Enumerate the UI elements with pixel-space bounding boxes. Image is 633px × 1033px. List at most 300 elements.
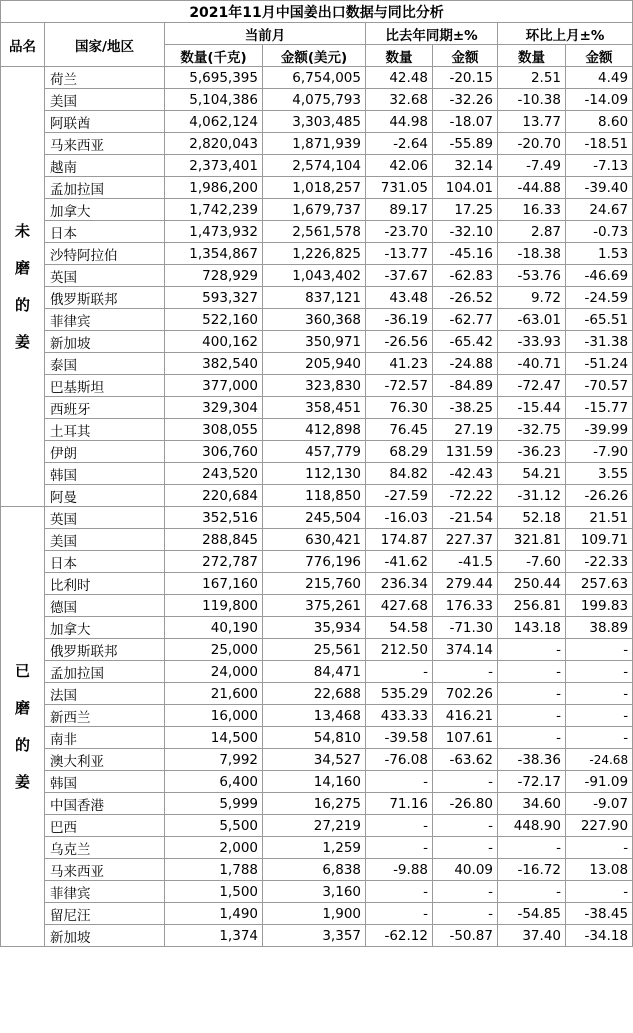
country-cell: 日本 bbox=[45, 551, 165, 573]
table-row bbox=[1, 199, 633, 221]
current-amount-cell: 35,934 bbox=[263, 617, 366, 639]
mom-qty-cell: 52.18 bbox=[498, 507, 566, 529]
yoy-amount-cell: - bbox=[433, 881, 498, 903]
yoy-qty-cell: 32.68 bbox=[366, 89, 433, 111]
mom-qty-cell: 2.51 bbox=[498, 67, 566, 89]
current-amount-cell: 1,043,402 bbox=[263, 265, 366, 287]
current-qty-cell: 2,000 bbox=[165, 837, 263, 859]
country-cell: 比利时 bbox=[45, 573, 165, 595]
country-cell: 韩国 bbox=[45, 463, 165, 485]
current-qty-cell: 5,999 bbox=[165, 793, 263, 815]
current-qty-cell: 14,500 bbox=[165, 727, 263, 749]
country-cell: 新西兰 bbox=[45, 705, 165, 727]
mom-amount-cell: 24.67 bbox=[566, 199, 633, 221]
country-cell: 加拿大 bbox=[45, 617, 165, 639]
mom-amount-cell: 21.51 bbox=[566, 507, 633, 529]
country-cell: 美国 bbox=[45, 89, 165, 111]
yoy-amount-cell: -72.22 bbox=[433, 485, 498, 507]
current-amount-cell: 3,357 bbox=[263, 925, 366, 947]
table-row bbox=[1, 331, 633, 353]
mom-amount-cell: 4.49 bbox=[566, 67, 633, 89]
table-row bbox=[1, 177, 633, 199]
yoy-amount-cell: -84.89 bbox=[433, 375, 498, 397]
yoy-qty-cell: -37.67 bbox=[366, 265, 433, 287]
current-qty-cell: 288,845 bbox=[165, 529, 263, 551]
table-row bbox=[1, 309, 633, 331]
country-cell: 荷兰 bbox=[45, 67, 165, 89]
header-current-amount: 金额(美元) bbox=[263, 45, 366, 67]
yoy-amount-cell: - bbox=[433, 661, 498, 683]
yoy-qty-cell: - bbox=[366, 903, 433, 925]
current-amount-cell: 776,196 bbox=[263, 551, 366, 573]
mom-amount-cell: 1.53 bbox=[566, 243, 633, 265]
yoy-amount-cell: 27.19 bbox=[433, 419, 498, 441]
yoy-qty-cell: - bbox=[366, 837, 433, 859]
country-cell: 加拿大 bbox=[45, 199, 165, 221]
country-cell: 孟加拉国 bbox=[45, 177, 165, 199]
category-char: 的 bbox=[14, 735, 30, 754]
current-qty-cell: 1,354,867 bbox=[165, 243, 263, 265]
mom-qty-cell: -54.85 bbox=[498, 903, 566, 925]
table-row bbox=[1, 727, 633, 749]
yoy-amount-cell: -62.77 bbox=[433, 309, 498, 331]
mom-qty-cell: -31.12 bbox=[498, 485, 566, 507]
yoy-amount-cell: -21.54 bbox=[433, 507, 498, 529]
yoy-qty-cell: 43.48 bbox=[366, 287, 433, 309]
table-row bbox=[1, 463, 633, 485]
mom-amount-cell: 38.89 bbox=[566, 617, 633, 639]
current-qty-cell: 25,000 bbox=[165, 639, 263, 661]
yoy-amount-cell: 107.61 bbox=[433, 727, 498, 749]
mom-qty-cell: -20.70 bbox=[498, 133, 566, 155]
country-cell: 俄罗斯联邦 bbox=[45, 287, 165, 309]
current-amount-cell: 1,018,257 bbox=[263, 177, 366, 199]
current-amount-cell: 1,679,737 bbox=[263, 199, 366, 221]
yoy-qty-cell: - bbox=[366, 881, 433, 903]
mom-qty-cell: -72.47 bbox=[498, 375, 566, 397]
country-cell: 土耳其 bbox=[45, 419, 165, 441]
table-row bbox=[1, 815, 633, 837]
header-current-qty: 数量(千克) bbox=[165, 45, 263, 67]
mom-qty-cell: -44.88 bbox=[498, 177, 566, 199]
yoy-qty-cell: - bbox=[366, 815, 433, 837]
current-amount-cell: 2,574,104 bbox=[263, 155, 366, 177]
yoy-qty-cell: 433.33 bbox=[366, 705, 433, 727]
country-cell: 德国 bbox=[45, 595, 165, 617]
country-cell: 日本 bbox=[45, 221, 165, 243]
current-qty-cell: 2,820,043 bbox=[165, 133, 263, 155]
yoy-amount-cell: -50.87 bbox=[433, 925, 498, 947]
mom-qty-cell: -7.49 bbox=[498, 155, 566, 177]
mom-qty-cell: -53.76 bbox=[498, 265, 566, 287]
country-cell: 菲律宾 bbox=[45, 881, 165, 903]
mom-qty-cell: -36.23 bbox=[498, 441, 566, 463]
mom-qty-cell: - bbox=[498, 727, 566, 749]
mom-qty-cell: 9.72 bbox=[498, 287, 566, 309]
table-row bbox=[1, 265, 633, 287]
table-row bbox=[1, 133, 633, 155]
yoy-qty-cell: -2.64 bbox=[366, 133, 433, 155]
yoy-amount-cell: 374.14 bbox=[433, 639, 498, 661]
current-qty-cell: 4,062,124 bbox=[165, 111, 263, 133]
country-cell: 马来西亚 bbox=[45, 133, 165, 155]
mom-amount-cell: - bbox=[566, 661, 633, 683]
mom-amount-cell: -7.90 bbox=[566, 441, 633, 463]
yoy-qty-cell: 212.50 bbox=[366, 639, 433, 661]
category-char: 未 bbox=[14, 221, 30, 240]
yoy-amount-cell: 416.21 bbox=[433, 705, 498, 727]
yoy-qty-cell: -9.88 bbox=[366, 859, 433, 881]
table-row bbox=[1, 793, 633, 815]
yoy-qty-cell: 54.58 bbox=[366, 617, 433, 639]
country-cell: 美国 bbox=[45, 529, 165, 551]
yoy-amount-cell: -45.16 bbox=[433, 243, 498, 265]
country-cell: 巴西 bbox=[45, 815, 165, 837]
mom-amount-cell: -24.68 bbox=[566, 749, 633, 771]
current-qty-cell: 522,160 bbox=[165, 309, 263, 331]
table-row bbox=[1, 617, 633, 639]
current-amount-cell: 34,527 bbox=[263, 749, 366, 771]
table-row bbox=[1, 639, 633, 661]
yoy-amount-cell: -32.26 bbox=[433, 89, 498, 111]
current-amount-cell: 2,561,578 bbox=[263, 221, 366, 243]
table-title: 2021年11月中国姜出口数据与同比分析 bbox=[1, 1, 633, 23]
current-amount-cell: 245,504 bbox=[263, 507, 366, 529]
category-cell bbox=[1, 67, 45, 507]
yoy-amount-cell: -41.5 bbox=[433, 551, 498, 573]
table-row bbox=[1, 111, 633, 133]
country-cell: 英国 bbox=[45, 507, 165, 529]
mom-amount-cell: - bbox=[566, 683, 633, 705]
mom-amount-cell: -65.51 bbox=[566, 309, 633, 331]
mom-qty-cell: 54.21 bbox=[498, 463, 566, 485]
current-amount-cell: 3,160 bbox=[263, 881, 366, 903]
mom-amount-cell: -18.51 bbox=[566, 133, 633, 155]
mom-amount-cell: -31.38 bbox=[566, 331, 633, 353]
current-amount-cell: 27,219 bbox=[263, 815, 366, 837]
country-cell: 澳大利亚 bbox=[45, 749, 165, 771]
current-qty-cell: 220,684 bbox=[165, 485, 263, 507]
current-amount-cell: 630,421 bbox=[263, 529, 366, 551]
mom-qty-cell: 256.81 bbox=[498, 595, 566, 617]
current-amount-cell: 22,688 bbox=[263, 683, 366, 705]
mom-amount-cell: 227.90 bbox=[566, 815, 633, 837]
table-row bbox=[1, 881, 633, 903]
mom-qty-cell: 16.33 bbox=[498, 199, 566, 221]
yoy-qty-cell: 76.30 bbox=[366, 397, 433, 419]
mom-amount-cell: -70.57 bbox=[566, 375, 633, 397]
mom-qty-cell: -15.44 bbox=[498, 397, 566, 419]
yoy-amount-cell: 32.14 bbox=[433, 155, 498, 177]
mom-qty-cell: 448.90 bbox=[498, 815, 566, 837]
current-amount-cell: 375,261 bbox=[263, 595, 366, 617]
country-cell: 俄罗斯联邦 bbox=[45, 639, 165, 661]
current-qty-cell: 1,986,200 bbox=[165, 177, 263, 199]
current-qty-cell: 243,520 bbox=[165, 463, 263, 485]
mom-amount-cell: -15.77 bbox=[566, 397, 633, 419]
yoy-qty-cell: -13.77 bbox=[366, 243, 433, 265]
yoy-qty-cell: 76.45 bbox=[366, 419, 433, 441]
mom-amount-cell: 13.08 bbox=[566, 859, 633, 881]
mom-amount-cell: 3.55 bbox=[566, 463, 633, 485]
yoy-amount-cell: -32.10 bbox=[433, 221, 498, 243]
table-row bbox=[1, 89, 633, 111]
current-qty-cell: 5,500 bbox=[165, 815, 263, 837]
country-cell: 越南 bbox=[45, 155, 165, 177]
country-cell: 西班牙 bbox=[45, 397, 165, 419]
table-row bbox=[1, 705, 633, 727]
current-qty-cell: 1,742,239 bbox=[165, 199, 263, 221]
current-amount-cell: 360,368 bbox=[263, 309, 366, 331]
current-amount-cell: 837,121 bbox=[263, 287, 366, 309]
mom-amount-cell: -26.26 bbox=[566, 485, 633, 507]
yoy-amount-cell: 227.37 bbox=[433, 529, 498, 551]
table-row bbox=[1, 573, 633, 595]
yoy-amount-cell: - bbox=[433, 771, 498, 793]
current-amount-cell: 1,226,825 bbox=[263, 243, 366, 265]
country-cell: 留尼汪 bbox=[45, 903, 165, 925]
current-qty-cell: 329,304 bbox=[165, 397, 263, 419]
current-qty-cell: 593,327 bbox=[165, 287, 263, 309]
current-amount-cell: 358,451 bbox=[263, 397, 366, 419]
category-char: 姜 bbox=[14, 772, 30, 791]
table-row bbox=[1, 683, 633, 705]
mom-qty-cell: -38.36 bbox=[498, 749, 566, 771]
table-row bbox=[1, 397, 633, 419]
current-amount-cell: 1,871,939 bbox=[263, 133, 366, 155]
mom-amount-cell: - bbox=[566, 837, 633, 859]
table-row bbox=[1, 507, 633, 529]
yoy-amount-cell: 17.25 bbox=[433, 199, 498, 221]
header-mom-qty: 数量 bbox=[498, 45, 566, 67]
mom-qty-cell: - bbox=[498, 639, 566, 661]
table-row bbox=[1, 771, 633, 793]
current-amount-cell: 14,160 bbox=[263, 771, 366, 793]
yoy-qty-cell: -62.12 bbox=[366, 925, 433, 947]
mom-amount-cell: 257.63 bbox=[566, 573, 633, 595]
yoy-qty-cell: - bbox=[366, 771, 433, 793]
mom-qty-cell: 13.77 bbox=[498, 111, 566, 133]
country-cell: 阿曼 bbox=[45, 485, 165, 507]
country-cell: 马来西亚 bbox=[45, 859, 165, 881]
current-amount-cell: 4,075,793 bbox=[263, 89, 366, 111]
yoy-qty-cell: 42.48 bbox=[366, 67, 433, 89]
current-amount-cell: 205,940 bbox=[263, 353, 366, 375]
country-cell: 菲律宾 bbox=[45, 309, 165, 331]
table-row bbox=[1, 221, 633, 243]
yoy-qty-cell: -72.57 bbox=[366, 375, 433, 397]
yoy-qty-cell: 89.17 bbox=[366, 199, 433, 221]
table-row bbox=[1, 749, 633, 771]
current-qty-cell: 119,800 bbox=[165, 595, 263, 617]
mom-qty-cell: 37.40 bbox=[498, 925, 566, 947]
country-cell: 乌克兰 bbox=[45, 837, 165, 859]
country-cell: 中国香港 bbox=[45, 793, 165, 815]
table-row bbox=[1, 661, 633, 683]
current-qty-cell: 400,162 bbox=[165, 331, 263, 353]
current-qty-cell: 382,540 bbox=[165, 353, 263, 375]
mom-qty-cell: 34.60 bbox=[498, 793, 566, 815]
mom-qty-cell: - bbox=[498, 661, 566, 683]
current-qty-cell: 1,490 bbox=[165, 903, 263, 925]
header-product: 品名 bbox=[1, 23, 45, 67]
header-yoy: 比去年同期±% bbox=[366, 23, 498, 45]
mom-amount-cell: 199.83 bbox=[566, 595, 633, 617]
current-qty-cell: 6,400 bbox=[165, 771, 263, 793]
table-row bbox=[1, 595, 633, 617]
header-current-month: 当前月 bbox=[165, 23, 366, 45]
mom-qty-cell: 321.81 bbox=[498, 529, 566, 551]
yoy-qty-cell: 44.98 bbox=[366, 111, 433, 133]
table-row bbox=[1, 529, 633, 551]
mom-amount-cell: -22.33 bbox=[566, 551, 633, 573]
yoy-amount-cell: -63.62 bbox=[433, 749, 498, 771]
yoy-amount-cell: -26.80 bbox=[433, 793, 498, 815]
yoy-amount-cell: - bbox=[433, 837, 498, 859]
mom-qty-cell: -33.93 bbox=[498, 331, 566, 353]
yoy-amount-cell: 104.01 bbox=[433, 177, 498, 199]
table-body bbox=[1, 67, 633, 947]
country-cell: 南非 bbox=[45, 727, 165, 749]
category-char: 磨 bbox=[14, 698, 30, 717]
mom-qty-cell: -7.60 bbox=[498, 551, 566, 573]
yoy-qty-cell: 174.87 bbox=[366, 529, 433, 551]
yoy-amount-cell: 176.33 bbox=[433, 595, 498, 617]
current-qty-cell: 24,000 bbox=[165, 661, 263, 683]
mom-qty-cell: - bbox=[498, 837, 566, 859]
yoy-qty-cell: -76.08 bbox=[366, 749, 433, 771]
category-char: 姜 bbox=[14, 332, 30, 351]
mom-amount-cell: -38.45 bbox=[566, 903, 633, 925]
current-qty-cell: 2,373,401 bbox=[165, 155, 263, 177]
table-row bbox=[1, 287, 633, 309]
table-row bbox=[1, 903, 633, 925]
yoy-amount-cell: -24.88 bbox=[433, 353, 498, 375]
yoy-qty-cell: -36.19 bbox=[366, 309, 433, 331]
yoy-qty-cell: 236.34 bbox=[366, 573, 433, 595]
mom-qty-cell: - bbox=[498, 705, 566, 727]
header-country: 国家/地区 bbox=[45, 23, 165, 67]
country-cell: 韩国 bbox=[45, 771, 165, 793]
mom-qty-cell: - bbox=[498, 683, 566, 705]
mom-amount-cell: - bbox=[566, 705, 633, 727]
yoy-qty-cell: -27.59 bbox=[366, 485, 433, 507]
country-cell: 法国 bbox=[45, 683, 165, 705]
header-mom: 环比上月±% bbox=[498, 23, 633, 45]
country-cell: 英国 bbox=[45, 265, 165, 287]
mom-qty-cell: -72.17 bbox=[498, 771, 566, 793]
current-qty-cell: 1,473,932 bbox=[165, 221, 263, 243]
mom-qty-cell: -10.38 bbox=[498, 89, 566, 111]
mom-qty-cell: -63.01 bbox=[498, 309, 566, 331]
yoy-amount-cell: 279.44 bbox=[433, 573, 498, 595]
current-qty-cell: 16,000 bbox=[165, 705, 263, 727]
yoy-amount-cell: - bbox=[433, 903, 498, 925]
current-qty-cell: 40,190 bbox=[165, 617, 263, 639]
country-cell: 阿联酋 bbox=[45, 111, 165, 133]
mom-qty-cell: 250.44 bbox=[498, 573, 566, 595]
current-qty-cell: 5,695,395 bbox=[165, 67, 263, 89]
mom-qty-cell: -16.72 bbox=[498, 859, 566, 881]
country-cell: 巴基斯坦 bbox=[45, 375, 165, 397]
current-amount-cell: 13,468 bbox=[263, 705, 366, 727]
table-row bbox=[1, 375, 633, 397]
mom-amount-cell: -39.99 bbox=[566, 419, 633, 441]
yoy-qty-cell: -23.70 bbox=[366, 221, 433, 243]
category-char: 的 bbox=[14, 295, 30, 314]
table-row bbox=[1, 551, 633, 573]
yoy-amount-cell: 40.09 bbox=[433, 859, 498, 881]
mom-qty-cell: -18.38 bbox=[498, 243, 566, 265]
country-cell: 孟加拉国 bbox=[45, 661, 165, 683]
current-qty-cell: 306,760 bbox=[165, 441, 263, 463]
current-amount-cell: 84,471 bbox=[263, 661, 366, 683]
current-qty-cell: 377,000 bbox=[165, 375, 263, 397]
current-amount-cell: 215,760 bbox=[263, 573, 366, 595]
current-amount-cell: 1,900 bbox=[263, 903, 366, 925]
header-mom-amount: 金额 bbox=[566, 45, 633, 67]
yoy-amount-cell: -65.42 bbox=[433, 331, 498, 353]
table-row bbox=[1, 859, 633, 881]
current-qty-cell: 272,787 bbox=[165, 551, 263, 573]
current-qty-cell: 308,055 bbox=[165, 419, 263, 441]
mom-amount-cell: -51.24 bbox=[566, 353, 633, 375]
current-qty-cell: 352,516 bbox=[165, 507, 263, 529]
mom-amount-cell: 8.60 bbox=[566, 111, 633, 133]
current-qty-cell: 5,104,386 bbox=[165, 89, 263, 111]
current-amount-cell: 3,303,485 bbox=[263, 111, 366, 133]
yoy-qty-cell: 84.82 bbox=[366, 463, 433, 485]
yoy-amount-cell: -62.83 bbox=[433, 265, 498, 287]
yoy-qty-cell: 427.68 bbox=[366, 595, 433, 617]
yoy-qty-cell: -16.03 bbox=[366, 507, 433, 529]
yoy-qty-cell: 68.29 bbox=[366, 441, 433, 463]
country-cell: 沙特阿拉伯 bbox=[45, 243, 165, 265]
country-cell: 伊朗 bbox=[45, 441, 165, 463]
current-amount-cell: 1,259 bbox=[263, 837, 366, 859]
yoy-amount-cell: - bbox=[433, 815, 498, 837]
table-row bbox=[1, 419, 633, 441]
yoy-qty-cell: -26.56 bbox=[366, 331, 433, 353]
yoy-amount-cell: -26.52 bbox=[433, 287, 498, 309]
mom-amount-cell: 109.71 bbox=[566, 529, 633, 551]
mom-amount-cell: -14.09 bbox=[566, 89, 633, 111]
yoy-qty-cell: -41.62 bbox=[366, 551, 433, 573]
current-qty-cell: 728,929 bbox=[165, 265, 263, 287]
yoy-qty-cell: 731.05 bbox=[366, 177, 433, 199]
current-qty-cell: 167,160 bbox=[165, 573, 263, 595]
mom-amount-cell: -91.09 bbox=[566, 771, 633, 793]
table-row bbox=[1, 67, 633, 89]
table-row bbox=[1, 243, 633, 265]
current-amount-cell: 6,754,005 bbox=[263, 67, 366, 89]
mom-qty-cell: - bbox=[498, 881, 566, 903]
mom-amount-cell: -24.59 bbox=[566, 287, 633, 309]
yoy-qty-cell: 42.06 bbox=[366, 155, 433, 177]
mom-amount-cell: - bbox=[566, 881, 633, 903]
country-cell: 新加坡 bbox=[45, 925, 165, 947]
mom-qty-cell: -32.75 bbox=[498, 419, 566, 441]
table-row bbox=[1, 485, 633, 507]
mom-qty-cell: -40.71 bbox=[498, 353, 566, 375]
current-amount-cell: 25,561 bbox=[263, 639, 366, 661]
yoy-qty-cell: 535.29 bbox=[366, 683, 433, 705]
mom-amount-cell: -9.07 bbox=[566, 793, 633, 815]
mom-amount-cell: -46.69 bbox=[566, 265, 633, 287]
yoy-qty-cell: 41.23 bbox=[366, 353, 433, 375]
current-amount-cell: 350,971 bbox=[263, 331, 366, 353]
yoy-qty-cell: -39.58 bbox=[366, 727, 433, 749]
